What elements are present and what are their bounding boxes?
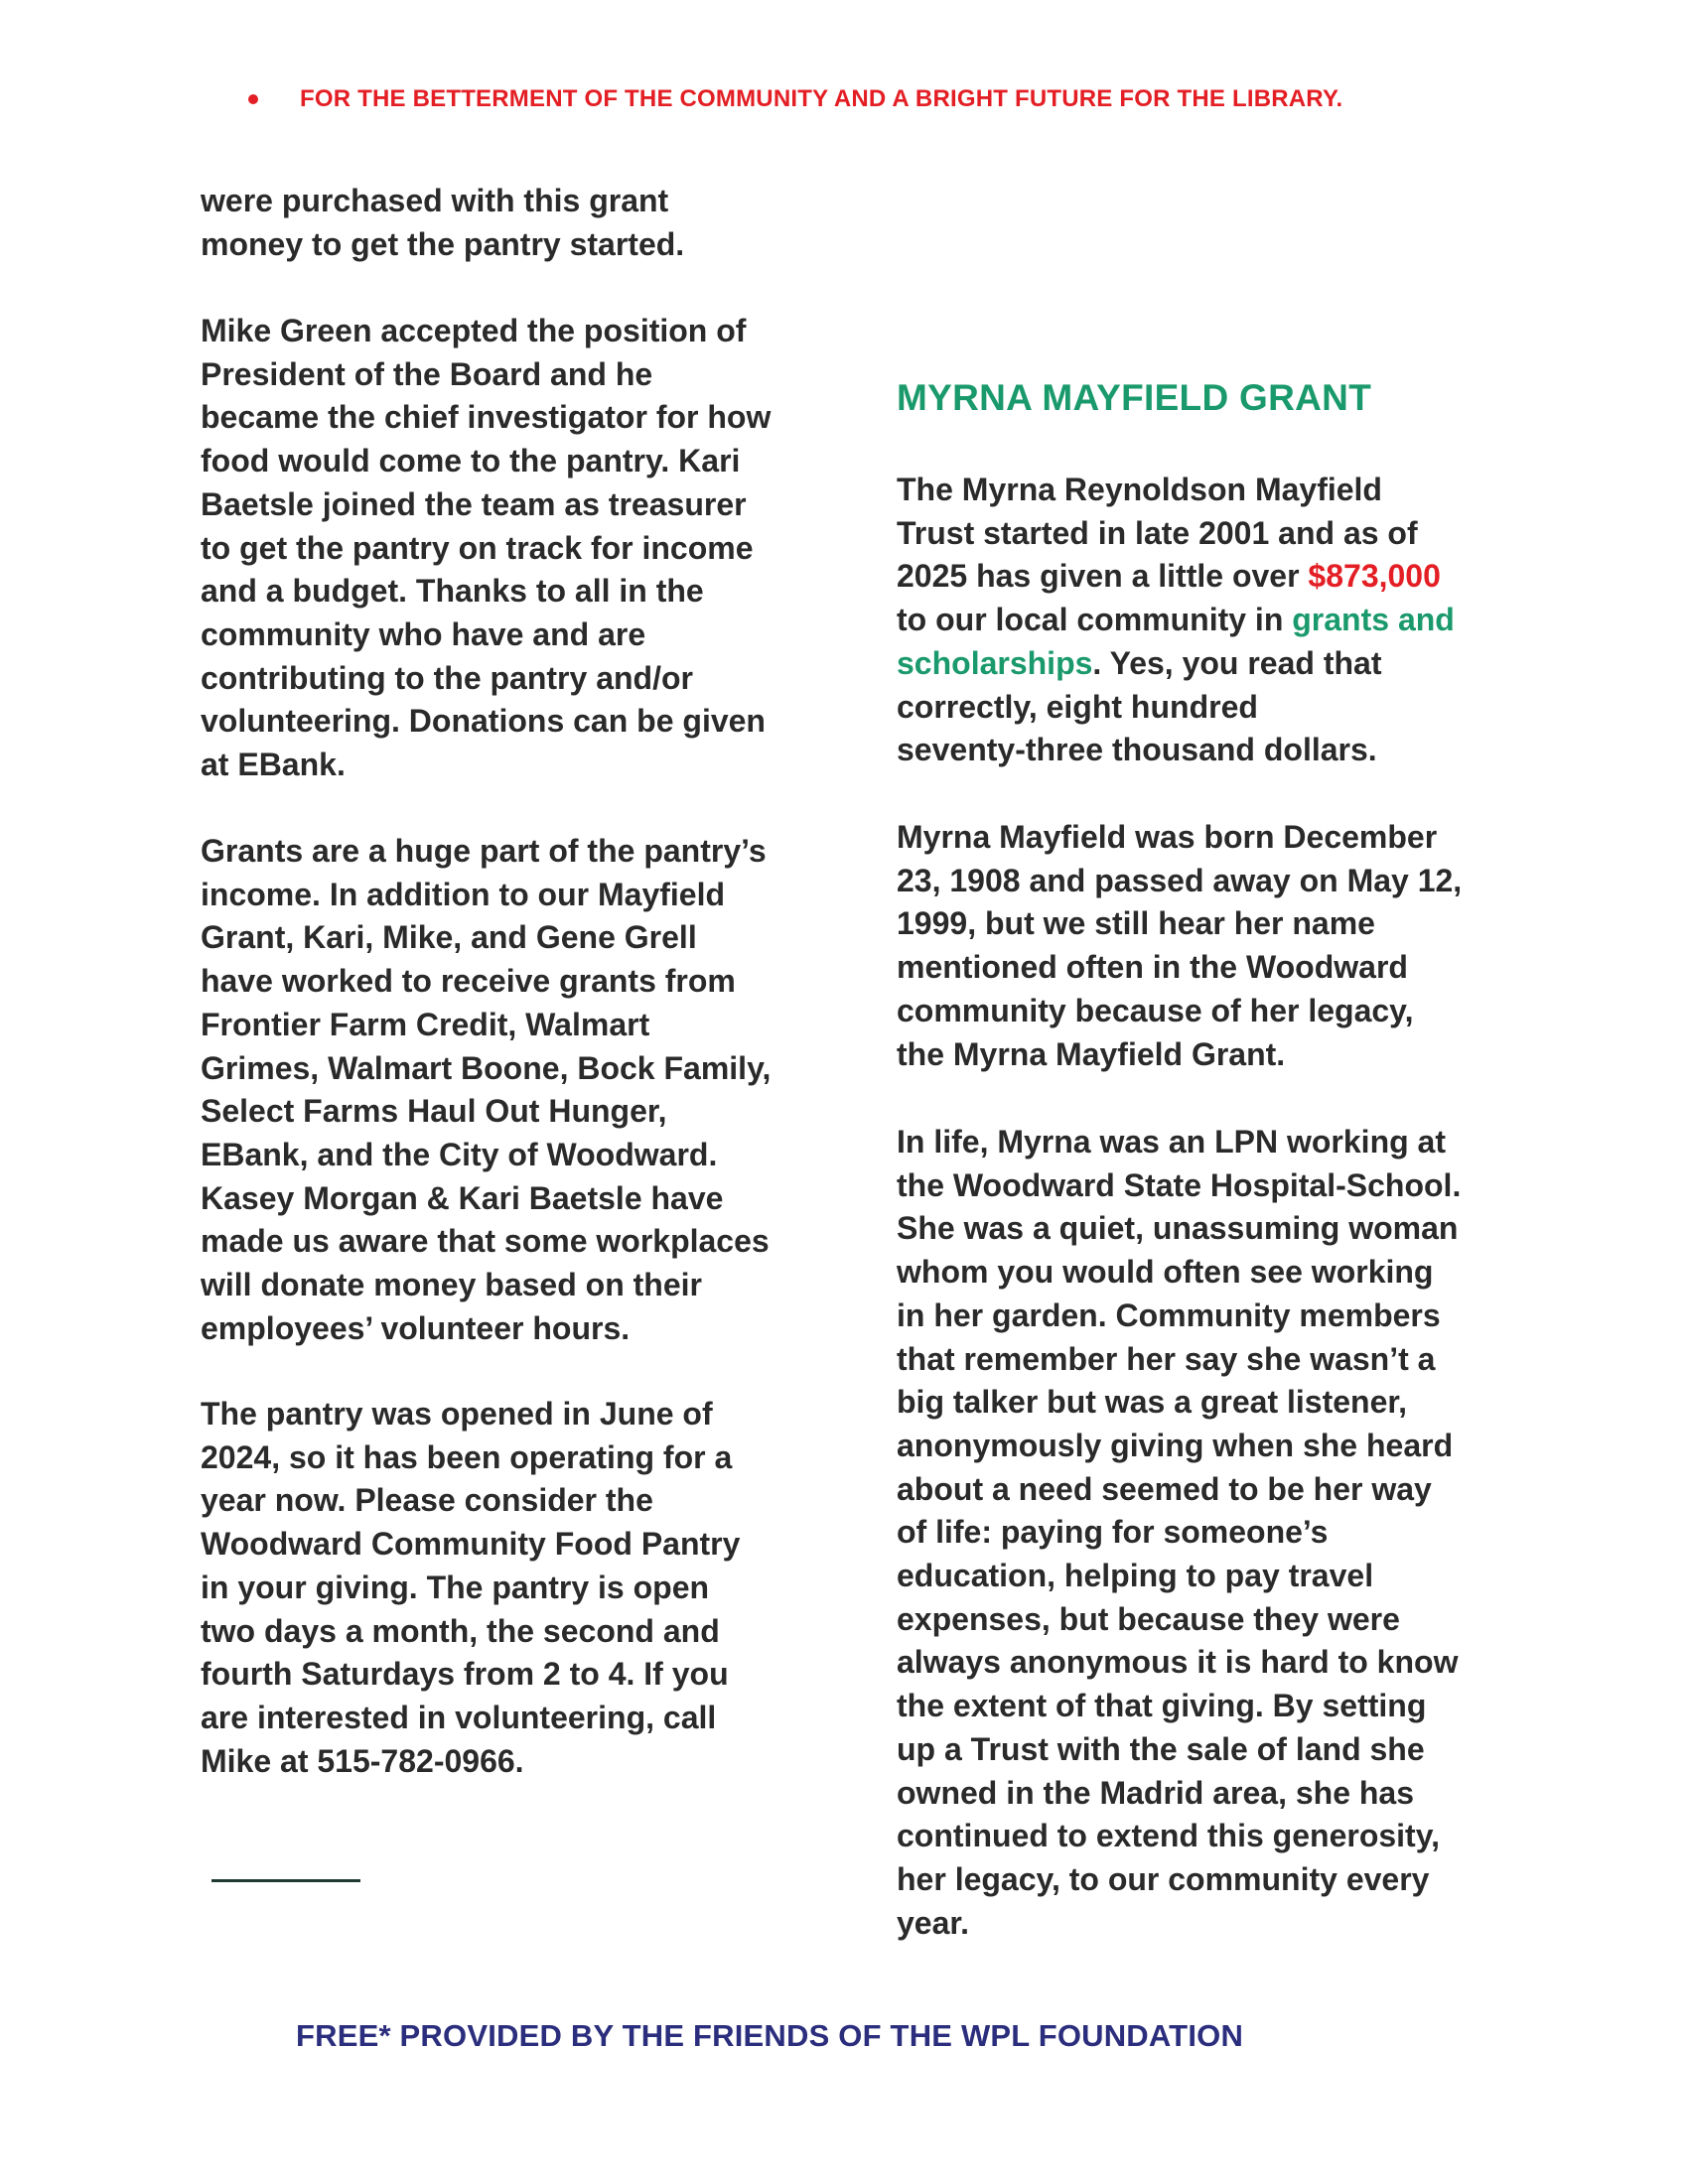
section-heading: MYRNA MAYFIELD GRANT [897,377,1372,418]
p1-intro: The Myrna Reynoldson Mayfield Trust started in late 2001 and as of 2025 has given a little over [897,472,1418,595]
left-paragraph-2: Mike Green accepted the position of President of the Board and he became the chief investigator for how food would come to the pantry. Kari Baetsle joined the team as treasurer to get the pantry on track for income and a budget. Thanks to all in the community who have and are contributing to the pantry and/or volunteering. Donations can be given at EBank. [201,313,772,783]
right-paragraph-1 [897,469,1512,772]
divider-line [211,1879,360,1882]
left-paragraph-4: The pantry was opened in June of 2024, so it has been operating for a year now. Please consider the Woodward Community Food Pantry in your giving. The pantry is open two days a month, the second and fourth Saturdays from 2 to 4. If you are interested in volunteering, call Mike at 515-782-0966. [201,1396,741,1779]
p1-closing: . Yes, you read that correctly, eight hundred seventy-three thousand dollars. [897,644,1382,768]
bullet-dot-icon [248,94,258,104]
grants-and-scholarships-text: grants and scholarships [897,602,1455,681]
top-banner [248,85,1342,113]
grant-total-amount: $873,000 [1308,558,1441,595]
left-paragraph-3: Grants are a huge part of the pantry’s income. In addition to our Mayfield Grant, Kari, Mike, and Gene Grell have worked to receive grants from Frontier Farm Credit, Walmart Grimes, Walmart Boone, Bock Family, Select Farms Haul Out Hunger, EBank, and the City of Woodward. Kasey Morgan & Kari Baetsle have made us aware that some workplaces will donate money based on their employees’ volunteer hours. [201,833,772,1346]
right-paragraph-2: Myrna Mayfield was born December 23, 1908 and passed away on May 12, 1999, but we still hear her name mentioned often in the Woodward community because of her legacy, the Myrna Mayfield Grant. [897,819,1463,1072]
left-paragraph-1: were purchased with this grant money to get the pantry started. [201,183,685,262]
p1-middle: to our local community in [897,602,1284,638]
footer-text: FREE* PROVIDED BY THE FRIENDS OF THE WPL FOUNDATION [296,2018,1244,2053]
right-paragraph-3: In life, Myrna was an LPN working at the Woodward State Hospital-School. She was a quiet, unassuming woman whom you would often see working in her garden. Community members that remember her say she wasn’t a big talker but was a great listener, anonymously giving when she heard about a need seemed to be her way of life: paying for someone’s education, helping to pay travel expenses, but because they were always anonymous it is hard to know the extent of that giving. By setting up a Trust with the sale of land she owned in the Madrid area, she has continued to extend this generosity, her legacy, to our community every year. [897,1124,1462,1941]
banner-text: FOR THE BETTERMENT OF THE COMMUNITY AND A BRIGHT FUTURE FOR THE LIBRARY. [300,85,1343,112]
